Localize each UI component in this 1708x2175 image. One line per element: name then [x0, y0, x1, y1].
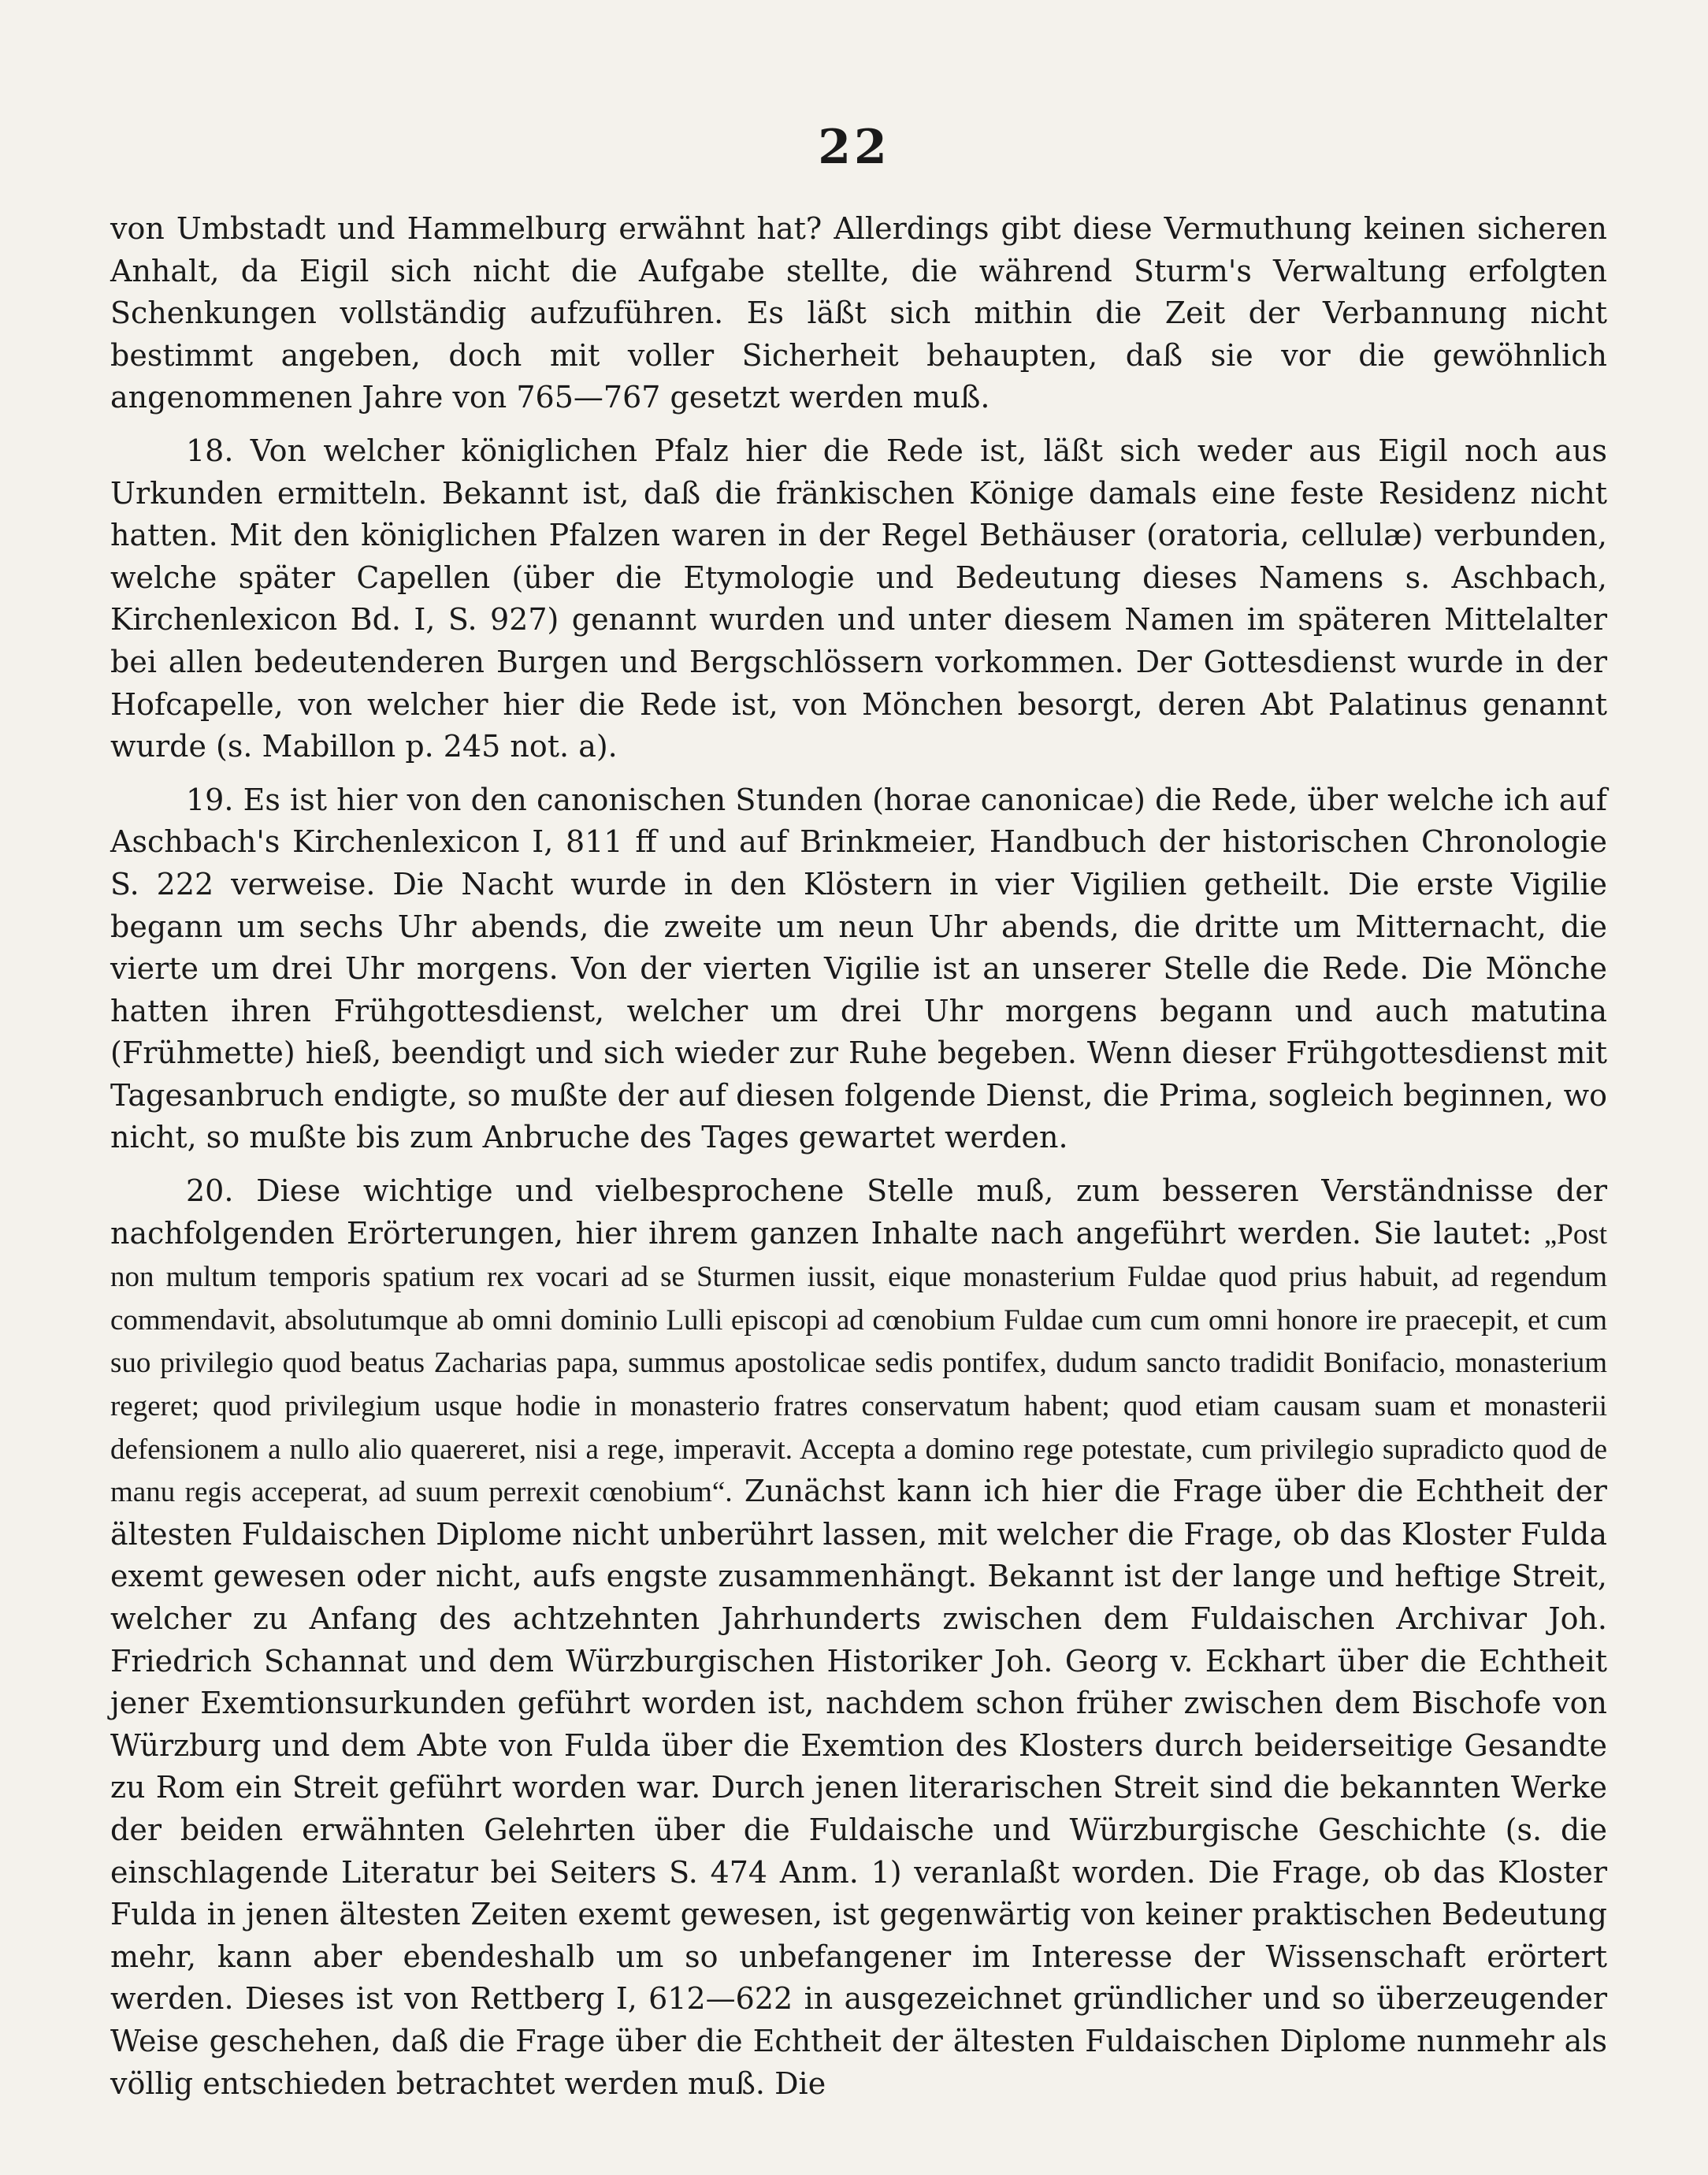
paragraph-note-19: 19. Es ist hier von den canonischen Stunden (horae canonicae) die Rede, über welche ich auf Aschbach's Kirchenlexicon I, 811 ff und auf Brinkmeier, Handbuch der historischen Chronologie S. 222 verweise. Die Nacht wurde in den Klöstern in vier Vigilien getheilt. Die erste Vigilie begann um sechs Uhr abends, die zweite um neun Uhr abends, die dritte um Mitternacht, die vierte um drei Uhr morgens. Von der vierten Vigilie ist an unserer Stelle die Rede. Die Mönche hatten ihren Frühgottesdienst, welcher um drei Uhr morgens begann und auch matutina (Frühmette) hieß, beendigt und sich wieder zur Ruhe begeben. Wenn dieser Frühgottesdienst mit Tagesanbruch endigte, so mußte der auf diesen folgende Dienst, die Prima, sogleich beginnen, wo nicht, so mußte bis zum Anbruche des Tages gewartet werden. — [110, 782, 1607, 1155]
note-20-discussion: Zunächst kann ich hier die Frage über die Echtheit der ältesten Fuldaischen Diplome nicht unberührt lassen, mit welcher die Frage, ob das Kloster Fulda exemt gewesen oder nicht, aufs engste zusammenhängt. Bekannt ist der lange und heftige Streit, welcher zu Anfang des achtzehnten Jahrhunderts zwischen dem Fuldaischen Archivar Joh. Friedrich Schannat und dem Würzburgischen Historiker Joh. Georg v. Eckhart über die Echtheit jener Exemtionsurkunden geführt worden ist, nachdem schon früher zwischen dem Bischofe von Würzburg und dem Abte von Fulda über die Exemtion des Klosters durch beiderseitige Gesandte zu Rom ein Streit geführt worden war. Durch jenen literarischen Streit sind die bekannten Werke der beiden erwähnten Gelehrten über die Fuldaische und Würzburgische Geschichte (s. die einschlagende Literatur bei Seiters S. 474 Anm. 1) veranlaßt worden. Die Frage, ob das Kloster Fulda in jenen ältesten Zeiten exemt gewesen, ist gegenwärtig von keiner praktischen Bedeutung mehr, kann aber ebendeshalb um so unbefangener im Interesse der Wissenschaft erörtert werden. Dieses ist von Rettberg I, 612—622 in ausgezeichnet gründlicher und so überzeugender Weise geschehen, daß die Frage über die Echtheit der ältesten Fuldaischen Diplome nunmehr als völlig entschieden betrachtet werden muß. Die — [110, 1474, 1607, 2101]
paragraph-note-18: 18. Von welcher königlichen Pfalz hier die Rede ist, läßt sich weder aus Eigil noch aus Urkunden ermitteln. Bekannt ist, daß die fränkischen Könige damals eine feste Residenz nicht hatten. Mit den königlichen Pfalzen waren in der Regel Bethäuser (oratoria, cellulæ) verbunden, welche später Capellen (über die Etymologie und Bedeutung dieses Namens s. Aschbach, Kirchenlexicon Bd. I, S. 927) genannt wurden und unter diesem Namen im späteren Mittelalter bei allen bedeutenderen Burgen und Bergschlössern vorkommen. Der Gottesdienst wurde in der Hofcapelle, von welcher hier die Rede ist, von Mönchen besorgt, deren Abt Palatinus genannt wurde (s. Mabillon p. 245 not. a). — [110, 433, 1607, 764]
note-20-intro: 20. Diese wichtige und vielbesprochene Stelle muß, zum besseren Verständnisse der nachfolgenden Erörterungen, hier ihrem ganzen Inhalte nach angeführt werden. Sie lautet: — [110, 1173, 1607, 1251]
body-text — [110, 208, 1607, 2116]
paragraph-note-20 — [110, 1170, 1607, 2105]
page-number: 22 — [818, 120, 890, 175]
paragraph-continuation: von Umbstadt und Hammelburg erwähnt hat? Allerdings gibt diese Vermuthung keinen sicheren Anhalt, da Eigil sich nicht die Aufgabe stellte, die während Sturm's Verwaltung erfolgten Schenkungen vollständig aufzuführen. Es läßt sich mithin die Zeit der Verbannung nicht bestimmt angeben, doch mit voller Sicherheit behaupten, daß sie vor die gewöhnlich angenommenen Jahre von 765—767 gesetzt werden muß. — [110, 211, 1607, 415]
latin-quotation: „Post non multum temporis spatium rex vocari ad se Sturmen iussit, eique monasterium Fuldae quod prius habuit, ad regendum commendavit, absolutumque ab omni dominio Lulli episcopi ad cœnobium Fuldae cum cum omni honore ire praecepit, et cum suo privilegio quod beatus Zacharias papa, summus apostolicae sedis pontifex, dudum sancto tradidit Bonifacio, monasterium regeret; quod privilegium usque hodie in monasterio fratres conservatum habent; quod etiam causam suam et monasterii defensionem a nullo alio quaereret, nisi a rege, imperavit. Accepta a domino rege potestate, cum privilegio supradicto quod de manu regis acceperat, ad suum perrexit cœnobium“. — [110, 1218, 1607, 1509]
